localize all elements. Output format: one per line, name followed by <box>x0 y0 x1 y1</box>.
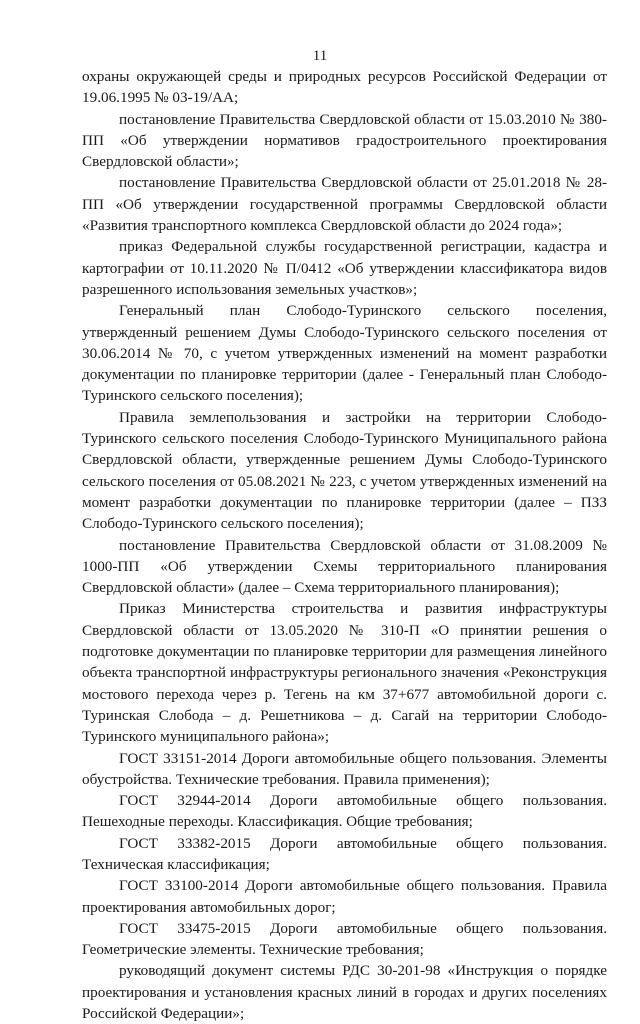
paragraph-order-310p: Приказ Министерства строительства и развития инфраструктуры Свердловской области от 13.05.2020 № 310-П «О принятии решения о подготовке документации по планировке территории для размещения линейного объекта транспортной инфраструктуры регионального значения «Реконструкция мостового перехода через р. Тегень на км 37+677 автомобильной дороги с. Туринская Слобода – д. Решетникова – д. Сагай на территории Слободо-Туринского муниципального района»; <box>82 600 607 746</box>
paragraph-gost-32944: ГОСТ 32944-2014 Дороги автомобильные общего пользования. Пешеходные переходы. Классификация. Общие требования; <box>82 792 607 831</box>
paragraph-gost-33475: ГОСТ 33475-2015 Дороги автомобильные общего пользования. Геометрические элементы. Технические требования; <box>82 919 607 959</box>
paragraph-rds-30-201-98: руководящий документ системы РДС 30-201-98 «Инструкция о порядке проектирования и установления красных линий в городах и других поселениях Российской Федерации»; <box>82 962 607 1023</box>
paragraph-regulation-1000pp: постановление Правительства Свердловской области от 31.08.2009 № 1000-ПП «Об утверждении Схемы территориального планирования Свердловской области» (далее – Схема территориального планирования); <box>82 536 607 597</box>
paragraph-general-plan: Генеральный план Слободо-Туринского сельского поселения, утвержденный решением Думы Слободо-Туринского сельского поселения от 30.06.2014 № 70, с учетом утвержденных изменений на момент разработки документации по планировке территории (далее - Генеральный план Слободо-Туринского сельского поселения); <box>82 302 607 405</box>
paragraph-continuation: охраны окружающей среды и природных ресурсов Российской Федерации от 19.06.1995 № 03-19/АА; <box>82 68 607 107</box>
paragraph-order-p0412: приказ Федеральной службы государственной регистрации, кадастра и картографии от 10.11.2020 № П/0412 «Об утверждении классификатора видов разрешенного использования земельных участков»; <box>82 238 607 298</box>
document-body <box>82 66 607 1024</box>
paragraph-land-use-rules: Правила землепользования и застройки на территории Слободо-Туринского сельского поселения Слободо-Туринского Муниципального района Свердловской области, утвержденные решением Думы Слободо-Туринского сельского поселения от 05.08.2021 № 223, с учетом утвержденных изменений на момент разработки документации по планировке территории (далее – ПЗЗ Слободо-Туринского сельского поселения); <box>82 408 607 533</box>
paragraph-regulation-28pp: постановление Правительства Свердловской области от 25.01.2018 № 28-ПП «Об утверждении государственной программы Свердловской области «Развития транспортного комплекса Свердловской области до 2024 года»; <box>82 174 607 235</box>
paragraph-regulation-380pp: постановление Правительства Свердловской области от 15.03.2010 № 380- ПП «Об утверждении нормативов градостроительного проектирования Свердловской области»; <box>82 110 607 171</box>
paragraph-gost-33151: ГОСТ 33151-2014 Дороги автомобильные общего пользования. Элементы обустройства. Технические требования. Правила применения); <box>82 749 607 788</box>
paragraph-gost-33100: ГОСТ 33100-2014 Дороги автомобильные общего пользования. Правила проектирования автомобильных дорог; <box>82 877 607 916</box>
page-number: 11 <box>312 48 328 64</box>
paragraph-gost-33382: ГОСТ 33382-2015 Дороги автомобильные общего пользования. Техническая классификация; <box>82 834 607 873</box>
